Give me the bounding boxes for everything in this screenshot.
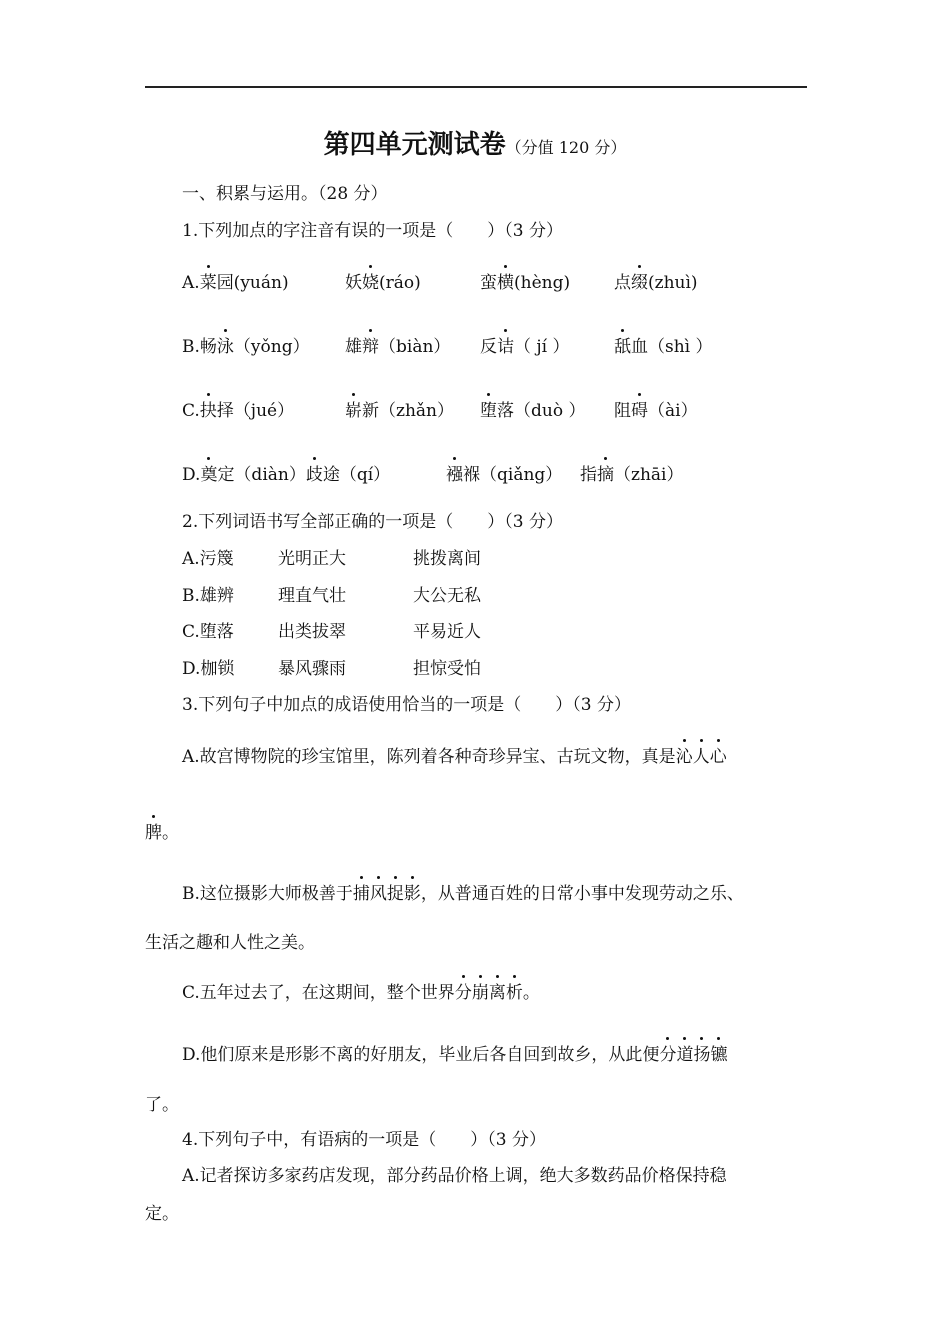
section-heading: 一、积累与运用。（28 分） xyxy=(182,184,388,204)
q3-option-a: A.故宫博物院的珍宝馆里，陈列着各种奇珍异宝、古玩文物，真是沁人心 xyxy=(182,747,727,767)
q3-option-b-line2: 生活之趣和人性之美。 xyxy=(145,933,315,953)
q2-option-a-word2: 光明正大 xyxy=(278,549,346,569)
q3-stem: 3.下列句子中加点的成语使用恰当的一项是（ ）（3 分） xyxy=(182,695,631,715)
q4-option-a-line2: 定。 xyxy=(145,1204,179,1224)
q1-stem: 1.下列加点的字注音有误的一项是（ ）（3 分） xyxy=(182,221,563,241)
q1-option-d: D.奠定（diàn）歧途（qí） xyxy=(182,465,391,485)
q1-option-d-item4: 指摘（zhāi） xyxy=(580,465,684,485)
q2-option-c-word2: 出类拔翠 xyxy=(278,622,346,642)
q1-option-a-item4: 点缀(zhuì) xyxy=(614,273,698,293)
q2-stem: 2.下列词语书写全部正确的一项是（ ）（3 分） xyxy=(182,512,563,532)
q1-option-c-item3: 堕落（duò ） xyxy=(480,401,586,421)
q4-stem: 4.下列句子中，有语病的一项是（ ）（3 分） xyxy=(182,1130,546,1150)
q2-option-c-word3: 平易近人 xyxy=(413,622,481,642)
q1-option-c-item4: 阻碍（ài） xyxy=(614,401,698,421)
top-rule xyxy=(145,86,807,88)
q4-option-a: A.记者探访多家药店发现，部分药品价格上调，绝大多数药品价格保持稳 xyxy=(182,1166,727,1186)
q2-option-d-word2: 暴风骤雨 xyxy=(278,659,346,679)
q2-option-b: B.雄辨 xyxy=(182,586,234,606)
q2-option-a: A.污篾 xyxy=(182,549,234,569)
q3-option-b: B.这位摄影大师极善于捕风捉影，从普通百姓的日常小事中发现劳动之乐、 xyxy=(182,884,744,904)
q1-option-b-item2: 雄辩（biàn） xyxy=(345,337,451,357)
q1-option-c-item2: 崭新（zhǎn） xyxy=(345,401,454,421)
q1-option-b: B.畅泳（yǒng） xyxy=(182,337,310,357)
q2-option-a-word3: 挑拨离间 xyxy=(413,549,481,569)
q3-option-d-line2: 了。 xyxy=(145,1095,179,1115)
q1-option-b-item4: 舐血（shì ） xyxy=(614,337,713,357)
q2-option-d: D.枷锁 xyxy=(182,659,235,679)
title-score: （分值 120 分） xyxy=(505,138,627,157)
q1-option-a-item3: 蛮横(hèng) xyxy=(480,273,571,293)
q1-option-a-item2: 妖娆(ráo) xyxy=(345,273,421,293)
q1-option-d-item3: 襁褓（qiǎng） xyxy=(446,465,563,485)
q3-option-a-line2: 脾。 xyxy=(145,823,179,843)
q2-option-d-word3: 担惊受怕 xyxy=(413,659,481,679)
page-title xyxy=(0,124,950,161)
q1-option-b-item3: 反诘（ jí ） xyxy=(480,337,570,357)
q1-option-c: C.抉择（jué） xyxy=(182,401,295,421)
q2-option-b-word2: 理直气壮 xyxy=(278,586,346,606)
q3-option-d: D.他们原来是形影不离的好朋友，毕业后各自回到故乡，从此便分道扬镳 xyxy=(182,1045,728,1065)
q1-option-a: A.菜园(yuán) xyxy=(182,273,289,293)
q2-option-b-word3: 大公无私 xyxy=(413,586,481,606)
q2-option-c: C.堕落 xyxy=(182,622,234,642)
q3-option-c: C.五年过去了，在这期间，整个世界分崩离析。 xyxy=(182,983,540,1003)
title-main: 第四单元测试卷 xyxy=(323,130,506,160)
